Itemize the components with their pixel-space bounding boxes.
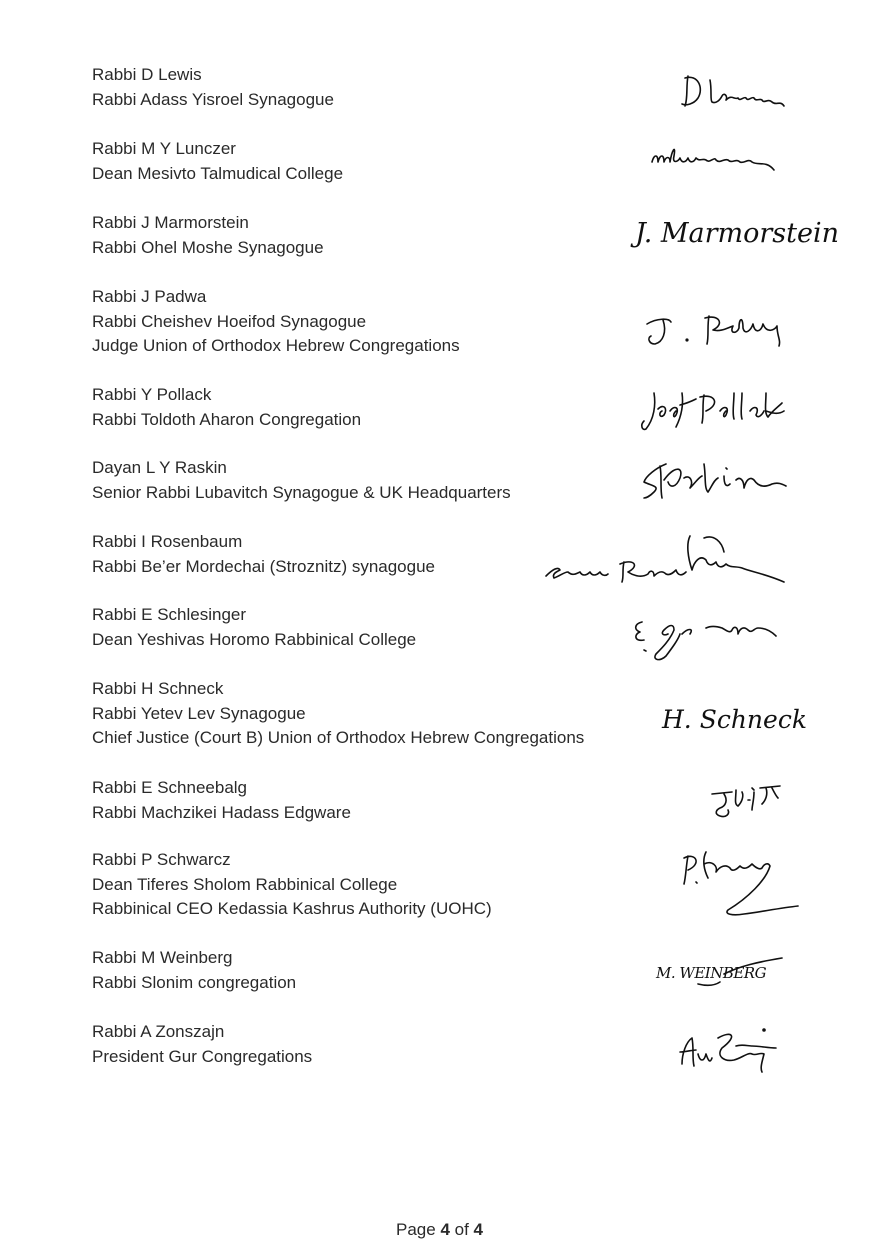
signatory-name: Rabbi J Marmorstein	[92, 213, 249, 232]
signatory-role: Rabbi Yetev Lev Synagogue	[92, 703, 306, 723]
signatory-name: Rabbi M Weinberg	[92, 948, 233, 967]
signatory-name: Rabbi M Y Lunczer	[92, 139, 236, 158]
signature-zonszajn	[676, 1024, 784, 1074]
signatory-role: Senior Rabbi Lubavitch Synagogue & UK Headquarters	[92, 482, 511, 502]
signatory-entry	[92, 776, 792, 825]
page-current: 4	[440, 1220, 450, 1239]
signature-marmorstein	[633, 212, 840, 254]
page-prefix: Page	[396, 1220, 441, 1239]
signatory-name: Rabbi A Zonszajn	[92, 1022, 225, 1041]
signatory-role: Rabbinical CEO Kedassia Kashrus Authority (UOHC)	[92, 899, 492, 919]
signatory-name: Rabbi J Padwa	[92, 287, 207, 306]
signature-padwa	[643, 306, 788, 352]
signatory-role: Dean Mesivto Talmudical College	[92, 163, 344, 183]
signature-rosenbaum	[544, 532, 788, 590]
signatory-name: Rabbi P Schwarcz	[92, 850, 231, 869]
signatory-role: Rabbi Be’er Mordechai (Stroznitz) synagogue	[92, 556, 436, 576]
signature-schlesinger	[630, 610, 780, 666]
signatory-role: Rabbi Ohel Moshe Synagogue	[92, 237, 324, 257]
page-middle: of	[449, 1220, 474, 1239]
signatory-role: Rabbi Machzikei Hadass Edgware	[92, 802, 351, 822]
signatory-name: Rabbi D Lewis	[92, 65, 202, 84]
signatory-role: Rabbi Cheishev Hoeifod Synagogue	[92, 311, 367, 331]
signatory-name: Rabbi I Rosenbaum	[92, 532, 243, 551]
signature-weinberg	[654, 952, 786, 994]
svg-text:M. WEINBERG: M. WEINBERG	[656, 964, 767, 982]
page-footer	[0, 1220, 879, 1240]
signatory-role: Rabbi Adass Yisroel Synagogue	[92, 89, 334, 109]
signature-pollack	[638, 385, 788, 435]
signature-schwarcz	[676, 846, 802, 920]
signature-lewis	[676, 70, 791, 112]
page-total: 4	[473, 1220, 483, 1239]
signature-schneebalg	[708, 780, 783, 824]
signatory-role: Dean Tiferes Sholom Rabbinical College	[92, 874, 398, 894]
signatory-role: President Gur Congregations	[92, 1046, 313, 1066]
signature-raskin	[640, 458, 788, 502]
signatory-name: Rabbi E Schneebalg	[92, 778, 248, 797]
signatory-role: Rabbi Slonim congregation	[92, 972, 297, 992]
signatory-name: Rabbi H Schneck	[92, 679, 224, 698]
signatory-name: Rabbi E Schlesinger	[92, 605, 247, 624]
svg-text:J. Marmorstein: J. Marmorstein	[635, 218, 840, 249]
signature-lunczer	[648, 140, 783, 176]
signature-schneck	[660, 698, 807, 738]
signatory-name: Dayan L Y Raskin	[92, 458, 227, 477]
signatory-role: Rabbi Toldoth Aharon Congregation	[92, 409, 362, 429]
signatory-role: Dean Yeshivas Horomo Rabbinical College	[92, 629, 417, 649]
signatory-role: Chief Justice (Court B) Union of Orthodox Hebrew Congregations	[92, 728, 585, 748]
svg-text:H. Schneck: H. Schneck	[662, 705, 807, 734]
signatory-role: Judge Union of Orthodox Hebrew Congregations	[92, 336, 460, 356]
signatory-name: Rabbi Y Pollack	[92, 385, 212, 404]
